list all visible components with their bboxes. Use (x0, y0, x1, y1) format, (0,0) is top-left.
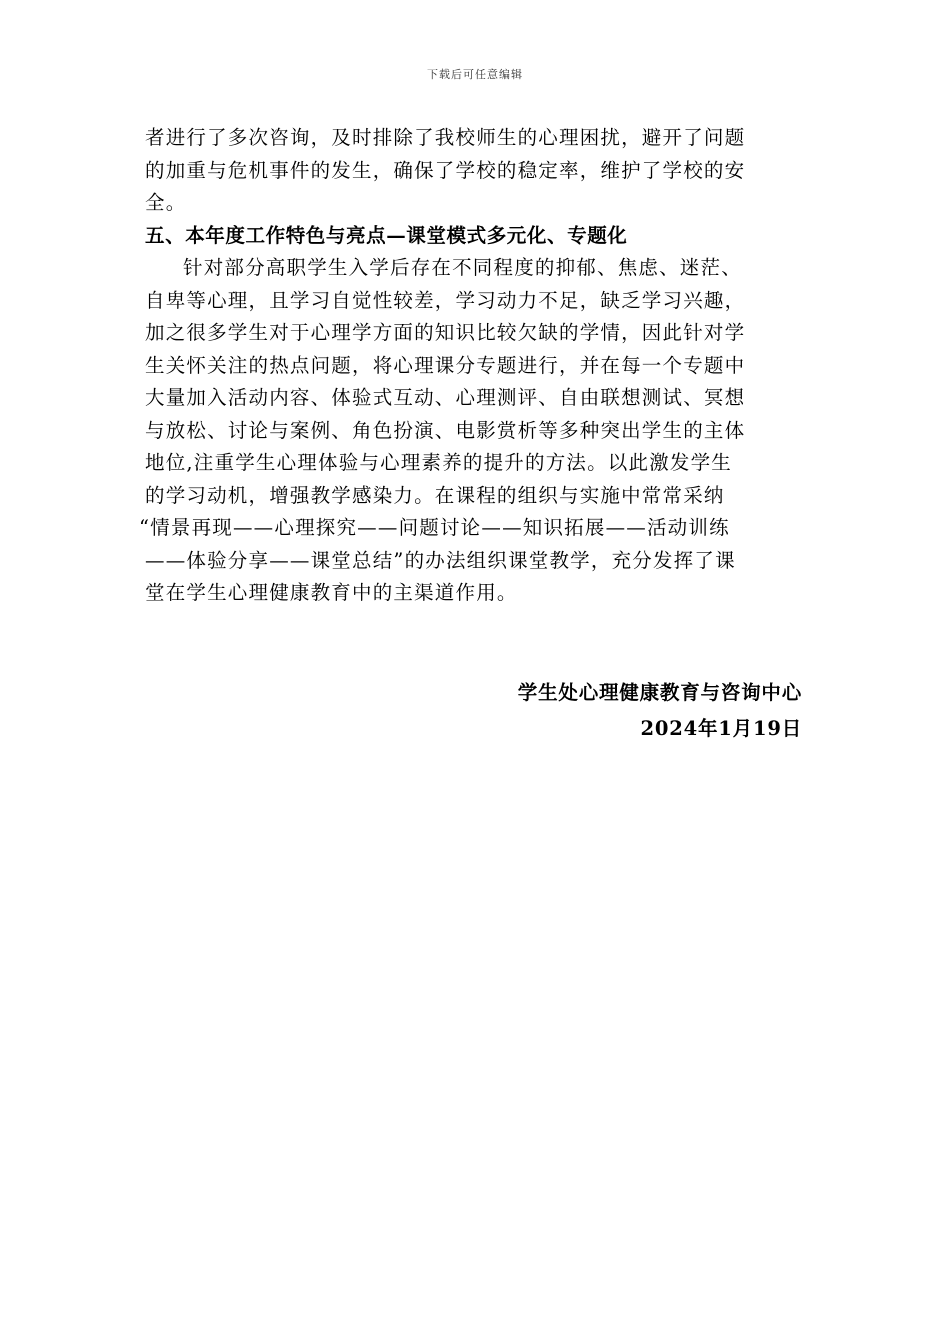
text-line: 地位,注重学生心理体验与心理素养的提升的方法。以此激发学生 (145, 451, 732, 474)
text-line: “情景再现——心理探究——问题讨论——知识拓展——活动训练 (139, 516, 730, 539)
text-line: 者进行了多次咨询，及时排除了我校师生的心理困扰，避开了问题 (145, 126, 746, 149)
text-line: 的学习动机，增强教学感染力。在课程的组织与实施中常常采纳 (145, 483, 725, 507)
signature-organization: 学生处心理健康教育与咨询中心 (517, 681, 802, 704)
text-line: 堂在学生心理健康教育中的主渠道作用。 (145, 581, 518, 604)
text-line: 加之很多学生对于心理学方面的知识比较欠缺的学情，因此针对学 (145, 321, 746, 344)
text-line: 自卑等心理，且学习自觉性较差，学习动力不足，缺乏学习兴趣， (145, 288, 746, 312)
header-note: 下载后可任意编辑 (427, 68, 523, 81)
signature-date: 2024年1月19日 (640, 717, 802, 740)
text-line: 针对部分高职学生入学后存在不同程度的抑郁、焦虑、迷茫、 (183, 256, 742, 279)
text-line: 生关怀关注的热点问题，将心理课分专题进行，并在每一个专题中 (145, 353, 746, 377)
text-line: 的加重与危机事件的发生，确保了学校的稳定率，维护了学校的安 (145, 158, 746, 182)
body-text (139, 122, 805, 610)
text-line: 与放松、讨论与案例、角色扮演、电影赏析等多种突出学生的主体 (145, 418, 746, 442)
text-line: 全。 (145, 191, 187, 214)
text-line: 大量加入活动内容、体验式互动、心理测评、自由联想测试、冥想 (145, 386, 746, 409)
section-heading: 五、本年度工作特色与亮点—课堂模式多元化、专题化 (145, 223, 628, 247)
text-line: ——体验分享——课堂总结”的办法组织课堂教学，充分发挥了课 (145, 548, 736, 572)
